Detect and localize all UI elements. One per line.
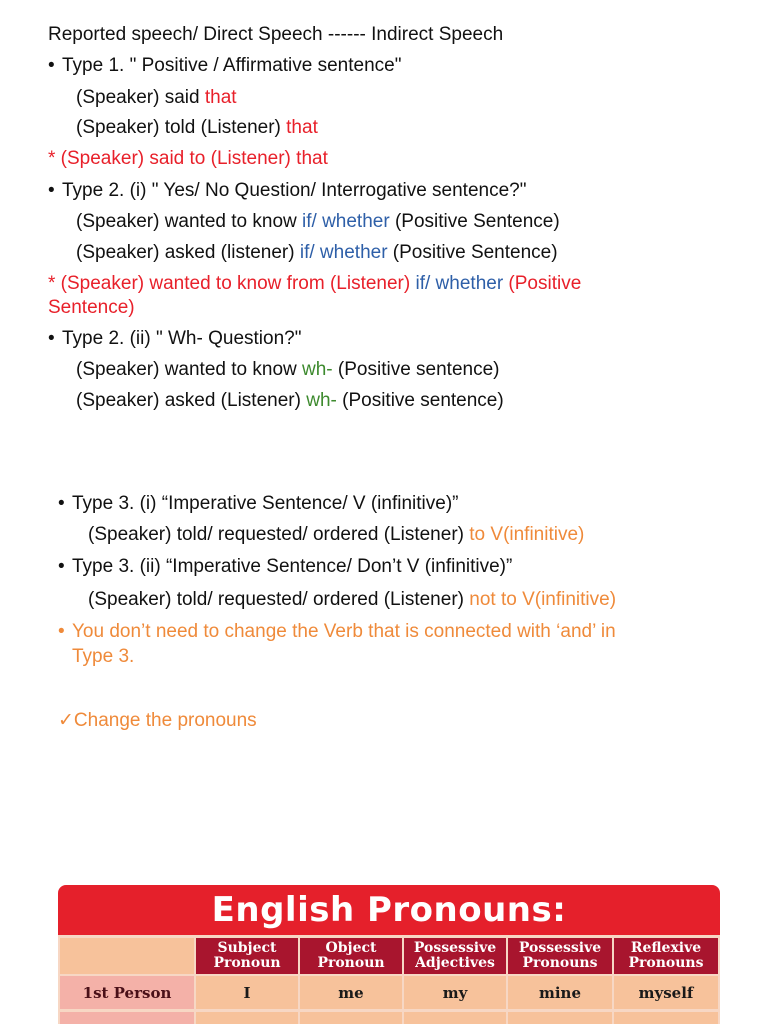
type1-line2: (Speaker) told (Listener) that bbox=[76, 117, 318, 138]
type2ii-line1: (Speaker) wanted to know wh- (Positive sentence) bbox=[76, 359, 500, 380]
bullet-icon: • bbox=[58, 621, 65, 642]
row-label-next bbox=[60, 1012, 194, 1024]
bullet-icon: • bbox=[58, 556, 65, 577]
cell-subject: I bbox=[196, 976, 298, 1009]
type2i-note: * (Speaker) wanted to know from (Listener) if/ whether (Positive bbox=[48, 273, 582, 294]
table-corner bbox=[60, 938, 194, 974]
header-possessive-pronouns: Possessive Pronouns bbox=[508, 938, 612, 974]
pronouns-title: English Pronouns: bbox=[211, 890, 567, 930]
type3i-title: • Type 3. (i) “Imperative Sentence/ V (infinitive)” bbox=[58, 493, 459, 514]
cell-next bbox=[300, 1012, 402, 1024]
row-label-1st-person: 1st Person bbox=[60, 976, 194, 1009]
type2i-note-cont: Sentence) bbox=[48, 297, 135, 318]
pronouns-table bbox=[58, 935, 720, 1024]
type2i-line2: (Speaker) asked (listener) if/ whether (Positive Sentence) bbox=[76, 242, 558, 263]
cell-possessive-pronoun: mine bbox=[508, 976, 612, 1009]
type2i-line1: (Speaker) wanted to know if/ whether (Positive Sentence) bbox=[76, 211, 560, 232]
bullet-icon: • bbox=[48, 180, 55, 201]
type1-note: * (Speaker) said to (Listener) that bbox=[48, 148, 328, 169]
cell-next bbox=[614, 1012, 718, 1024]
pronouns-banner bbox=[58, 885, 720, 935]
page-heading: Reported speech/ Direct Speech ------ Indirect Speech bbox=[48, 24, 504, 45]
type2ii-title: • Type 2. (ii) " Wh- Question?" bbox=[48, 328, 302, 349]
header-subject-pronoun: Subject Pronoun bbox=[196, 938, 298, 974]
bullet-icon: • bbox=[58, 493, 65, 514]
cell-object: me bbox=[300, 976, 402, 1009]
change-pronouns: ✓Change the pronouns bbox=[58, 710, 257, 731]
header-object-pronoun: Object Pronoun bbox=[300, 938, 402, 974]
type3-note-cont: Type 3. bbox=[72, 646, 135, 667]
type3i-line: (Speaker) told/ requested/ ordered (Listener) to V(infinitive) bbox=[88, 524, 585, 545]
cell-possessive-adjective: my bbox=[404, 976, 506, 1009]
type1-title: • Type 1. " Positive / Affirmative sentence" bbox=[48, 55, 402, 76]
cell-next bbox=[196, 1012, 298, 1024]
cell-reflexive: myself bbox=[614, 976, 718, 1009]
type3ii-line: (Speaker) told/ requested/ ordered (Listener) not to V(infinitive) bbox=[88, 589, 617, 610]
bullet-icon: • bbox=[48, 328, 55, 349]
checkmark-icon: ✓ bbox=[58, 710, 74, 731]
cell-next bbox=[508, 1012, 612, 1024]
type1-line1: (Speaker) said that bbox=[76, 87, 237, 108]
type3ii-title: • Type 3. (ii) “Imperative Sentence/ Don’t V (infinitive)” bbox=[58, 556, 513, 577]
header-possessive-adjectives: Possessive Adjectives bbox=[404, 938, 506, 974]
type3-note: • You don’t need to change the Verb that is connected with ‘and’ in bbox=[58, 621, 616, 642]
header-reflexive-pronouns: Reflexive Pronouns bbox=[614, 938, 718, 974]
type2i-title: • Type 2. (i) " Yes/ No Question/ Interrogative sentence?" bbox=[48, 180, 527, 201]
bullet-icon: • bbox=[48, 55, 55, 76]
type2ii-line2: (Speaker) asked (Listener) wh- (Positive sentence) bbox=[76, 390, 504, 411]
cell-next bbox=[404, 1012, 506, 1024]
